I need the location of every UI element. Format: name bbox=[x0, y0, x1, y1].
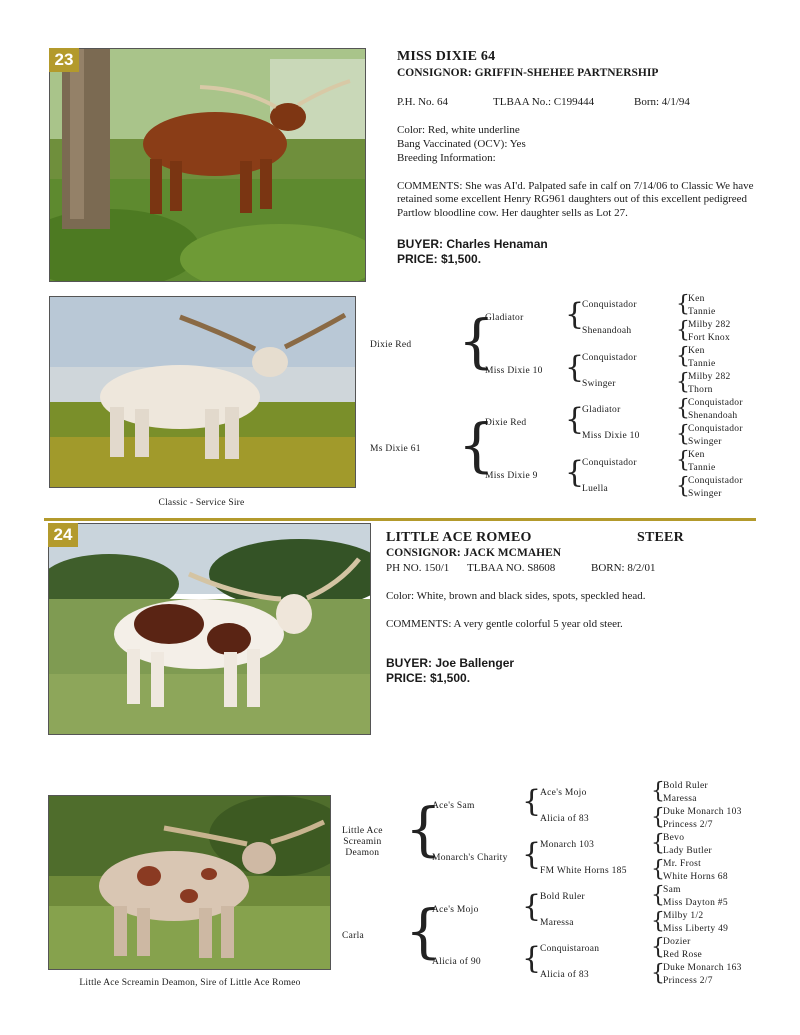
ped23-gen4: Tannie bbox=[688, 359, 716, 369]
lot24-sire-illustration bbox=[49, 796, 330, 969]
brace-icon: { bbox=[565, 297, 585, 332]
ped24-gen4: Milby 1/2 bbox=[663, 911, 704, 921]
ped24-sire: Little Ace Screamin Deamon bbox=[342, 826, 383, 858]
lot23-buyer: BUYER: Charles Henaman bbox=[397, 237, 548, 251]
lot23-bang: Bang Vaccinated (OCV): Yes bbox=[397, 138, 526, 150]
brace-icon: { bbox=[676, 370, 690, 395]
lot23-cow-illustration bbox=[50, 49, 365, 281]
ped23-dam-sire: Dixie Red bbox=[485, 418, 527, 428]
brace-icon: { bbox=[565, 350, 585, 385]
brace-icon: { bbox=[676, 474, 690, 499]
ped23-gen4: Milby 282 bbox=[688, 320, 731, 330]
brace-icon: { bbox=[651, 857, 665, 882]
lot23-color: Color: Red, white underline bbox=[397, 124, 520, 136]
ped24-gen4: Bevo bbox=[663, 833, 685, 843]
ped23-gen3: Swinger bbox=[582, 379, 616, 389]
brace-icon: { bbox=[405, 897, 442, 965]
lot23-tlbaa-no: TLBAA No.: C199444 bbox=[493, 96, 595, 108]
ped24-gen3: Monarch 103 bbox=[540, 840, 595, 850]
brace-icon: { bbox=[651, 935, 665, 960]
ped24-dam-sire: Ace's Mojo bbox=[432, 905, 479, 915]
ped24-sire-sire: Ace's Sam bbox=[432, 801, 475, 811]
lot24-buyer: BUYER: Joe Ballenger bbox=[386, 656, 515, 670]
ped23-sire-sire: Gladiator bbox=[485, 313, 524, 323]
lot-number-badge: 24 bbox=[48, 523, 78, 547]
ped23-gen4: Fort Knox bbox=[688, 333, 731, 343]
lot24-steer-illustration bbox=[49, 524, 370, 734]
brace-icon: { bbox=[676, 318, 690, 343]
brace-icon: { bbox=[651, 961, 665, 986]
ped23-gen3: Gladiator bbox=[582, 405, 621, 415]
ped23-gen4: Ken bbox=[688, 346, 705, 356]
brace-icon: { bbox=[565, 455, 585, 490]
ped24-gen3: Alicia of 83 bbox=[540, 970, 589, 980]
ped23-gen4: Ken bbox=[688, 450, 705, 460]
ped23-gen3: Miss Dixie 10 bbox=[582, 431, 640, 441]
lot24-comments: COMMENTS: A very gentle colorful 5 year old steer. bbox=[386, 618, 623, 630]
ped24-dam-dam: Alicia of 90 bbox=[432, 957, 481, 967]
ped23-gen3: Conquistador bbox=[582, 353, 637, 363]
lot24-tlbaa-no: TLBAA NO. S8608 bbox=[467, 562, 556, 574]
lot23-name: MISS DIXIE 64 bbox=[397, 49, 496, 64]
lot23-ph-no: P.H. No. 64 bbox=[397, 96, 449, 108]
ped24-gen4: Bold Ruler bbox=[663, 781, 708, 791]
ped23-dam-dam: Miss Dixie 9 bbox=[485, 471, 538, 481]
ped23-dam: Ms Dixie 61 bbox=[370, 444, 421, 454]
lot24-price: PRICE: $1,500. bbox=[386, 671, 471, 685]
ped24-gen4: Duke Monarch 163 bbox=[663, 963, 742, 973]
brace-icon: { bbox=[651, 805, 665, 830]
ped23-gen4: Conquistador bbox=[688, 398, 743, 408]
ped24-gen4: Miss Liberty 49 bbox=[663, 924, 729, 934]
lot24-type: STEER bbox=[637, 530, 684, 545]
lot24-sire-photo bbox=[48, 795, 331, 970]
brace-icon: { bbox=[522, 784, 542, 819]
brace-icon: { bbox=[522, 837, 542, 872]
ped24-sire-dam: Monarch's Charity bbox=[432, 853, 508, 863]
ped23-gen4: Thorn bbox=[688, 385, 713, 395]
ped23-gen4: Conquistador bbox=[688, 424, 743, 434]
lot23-consignor: CONSIGNOR: GRIFFIN-SHEHEE PARTNERSHIP bbox=[397, 67, 659, 79]
ped24-dam: Carla bbox=[342, 931, 365, 941]
lot24-steer-photo bbox=[48, 523, 371, 735]
ped24-gen3: Maressa bbox=[540, 918, 574, 928]
lot23-born: Born: 4/1/94 bbox=[634, 96, 690, 108]
ped24-gen4: Red Rose bbox=[663, 950, 703, 960]
ped24-gen3: Conquistaroan bbox=[540, 944, 600, 954]
brace-icon: { bbox=[458, 411, 495, 479]
brace-icon: { bbox=[676, 448, 690, 473]
ped23-gen3: Conquistador bbox=[582, 300, 637, 310]
ped24-gen3: Alicia of 83 bbox=[540, 814, 589, 824]
brace-icon: { bbox=[676, 292, 690, 317]
ped23-gen3: Luella bbox=[582, 484, 609, 494]
lot23-cow-photo bbox=[49, 48, 366, 282]
brace-icon: { bbox=[651, 883, 665, 908]
ped23-gen4: Shenandoah bbox=[688, 411, 738, 421]
brace-icon: { bbox=[676, 422, 690, 447]
ped24-gen3: Ace's Mojo bbox=[540, 788, 587, 798]
lot24-color: Color: White, brown and black sides, spots, speckled head. bbox=[386, 590, 646, 602]
ped23-gen3: Shenandoah bbox=[582, 326, 632, 336]
brace-icon: { bbox=[651, 779, 665, 804]
lot24-consignor: CONSIGNOR: JACK MCMAHEN bbox=[386, 547, 562, 559]
ped24-gen4: Maressa bbox=[663, 794, 697, 804]
lot23-price: PRICE: $1,500. bbox=[397, 252, 482, 266]
ped23-gen4: Swinger bbox=[688, 489, 722, 499]
ped24-gen4: Miss Dayton #5 bbox=[663, 898, 728, 908]
lot-number-badge: 23 bbox=[49, 48, 79, 72]
lot24-ph-no: PH NO. 150/1 bbox=[386, 562, 450, 574]
brace-icon: { bbox=[522, 941, 542, 976]
brace-icon: { bbox=[651, 831, 665, 856]
brace-icon: { bbox=[405, 795, 442, 863]
ped24-gen4: White Horns 68 bbox=[663, 872, 728, 882]
ped24-gen3: FM White Horns 185 bbox=[540, 866, 627, 876]
lot23-sire-photo bbox=[49, 296, 356, 488]
ped24-gen3: Bold Ruler bbox=[540, 892, 585, 902]
brace-icon: { bbox=[458, 307, 495, 375]
ped24-gen4: Princess 2/7 bbox=[663, 976, 713, 986]
ped23-gen4: Tannie bbox=[688, 463, 716, 473]
ped23-sire: Dixie Red bbox=[370, 340, 412, 350]
ped23-sire-dam: Miss Dixie 10 bbox=[485, 366, 543, 376]
ped24-gen4: Lady Butler bbox=[663, 846, 712, 856]
brace-icon: { bbox=[676, 344, 690, 369]
ped23-gen4: Ken bbox=[688, 294, 705, 304]
lot23-breeding: Breeding Information: bbox=[397, 152, 496, 164]
ped23-gen4: Milby 282 bbox=[688, 372, 731, 382]
ped23-gen3: Conquistador bbox=[582, 458, 637, 468]
lot24-born: BORN: 8/2/01 bbox=[591, 562, 656, 574]
ped24-gen4: Princess 2/7 bbox=[663, 820, 713, 830]
lot23-sire-illustration bbox=[50, 297, 355, 487]
lot24-sire-caption: Little Ace Screamin Deamon, Sire of Little Ace Romeo bbox=[79, 978, 301, 988]
brace-icon: { bbox=[676, 396, 690, 421]
section-divider bbox=[44, 518, 756, 521]
ped23-gen4: Conquistador bbox=[688, 476, 743, 486]
ped23-gen4: Tannie bbox=[688, 307, 716, 317]
ped23-gen4: Swinger bbox=[688, 437, 722, 447]
lot24-name: LITTLE ACE ROMEO bbox=[386, 530, 532, 545]
lot23-comments: COMMENTS: She was AI'd. Palpated safe in calf on 7/14/06 to Classic We have retained some excellent Henry RG961 daughters out of this excellent pedigreed Partlow bloodline cow. Her daughter sells as Lot 27. bbox=[397, 180, 754, 219]
brace-icon: { bbox=[565, 402, 585, 437]
brace-icon: { bbox=[651, 909, 665, 934]
brace-icon: { bbox=[522, 889, 542, 924]
ped24-gen4: Dozier bbox=[663, 937, 691, 947]
ped24-gen4: Mr. Frost bbox=[663, 859, 702, 869]
ped24-gen4: Duke Monarch 103 bbox=[663, 807, 742, 817]
lot23-sire-caption: Classic - Service Sire bbox=[158, 498, 245, 508]
ped24-gen4: Sam bbox=[663, 885, 681, 895]
